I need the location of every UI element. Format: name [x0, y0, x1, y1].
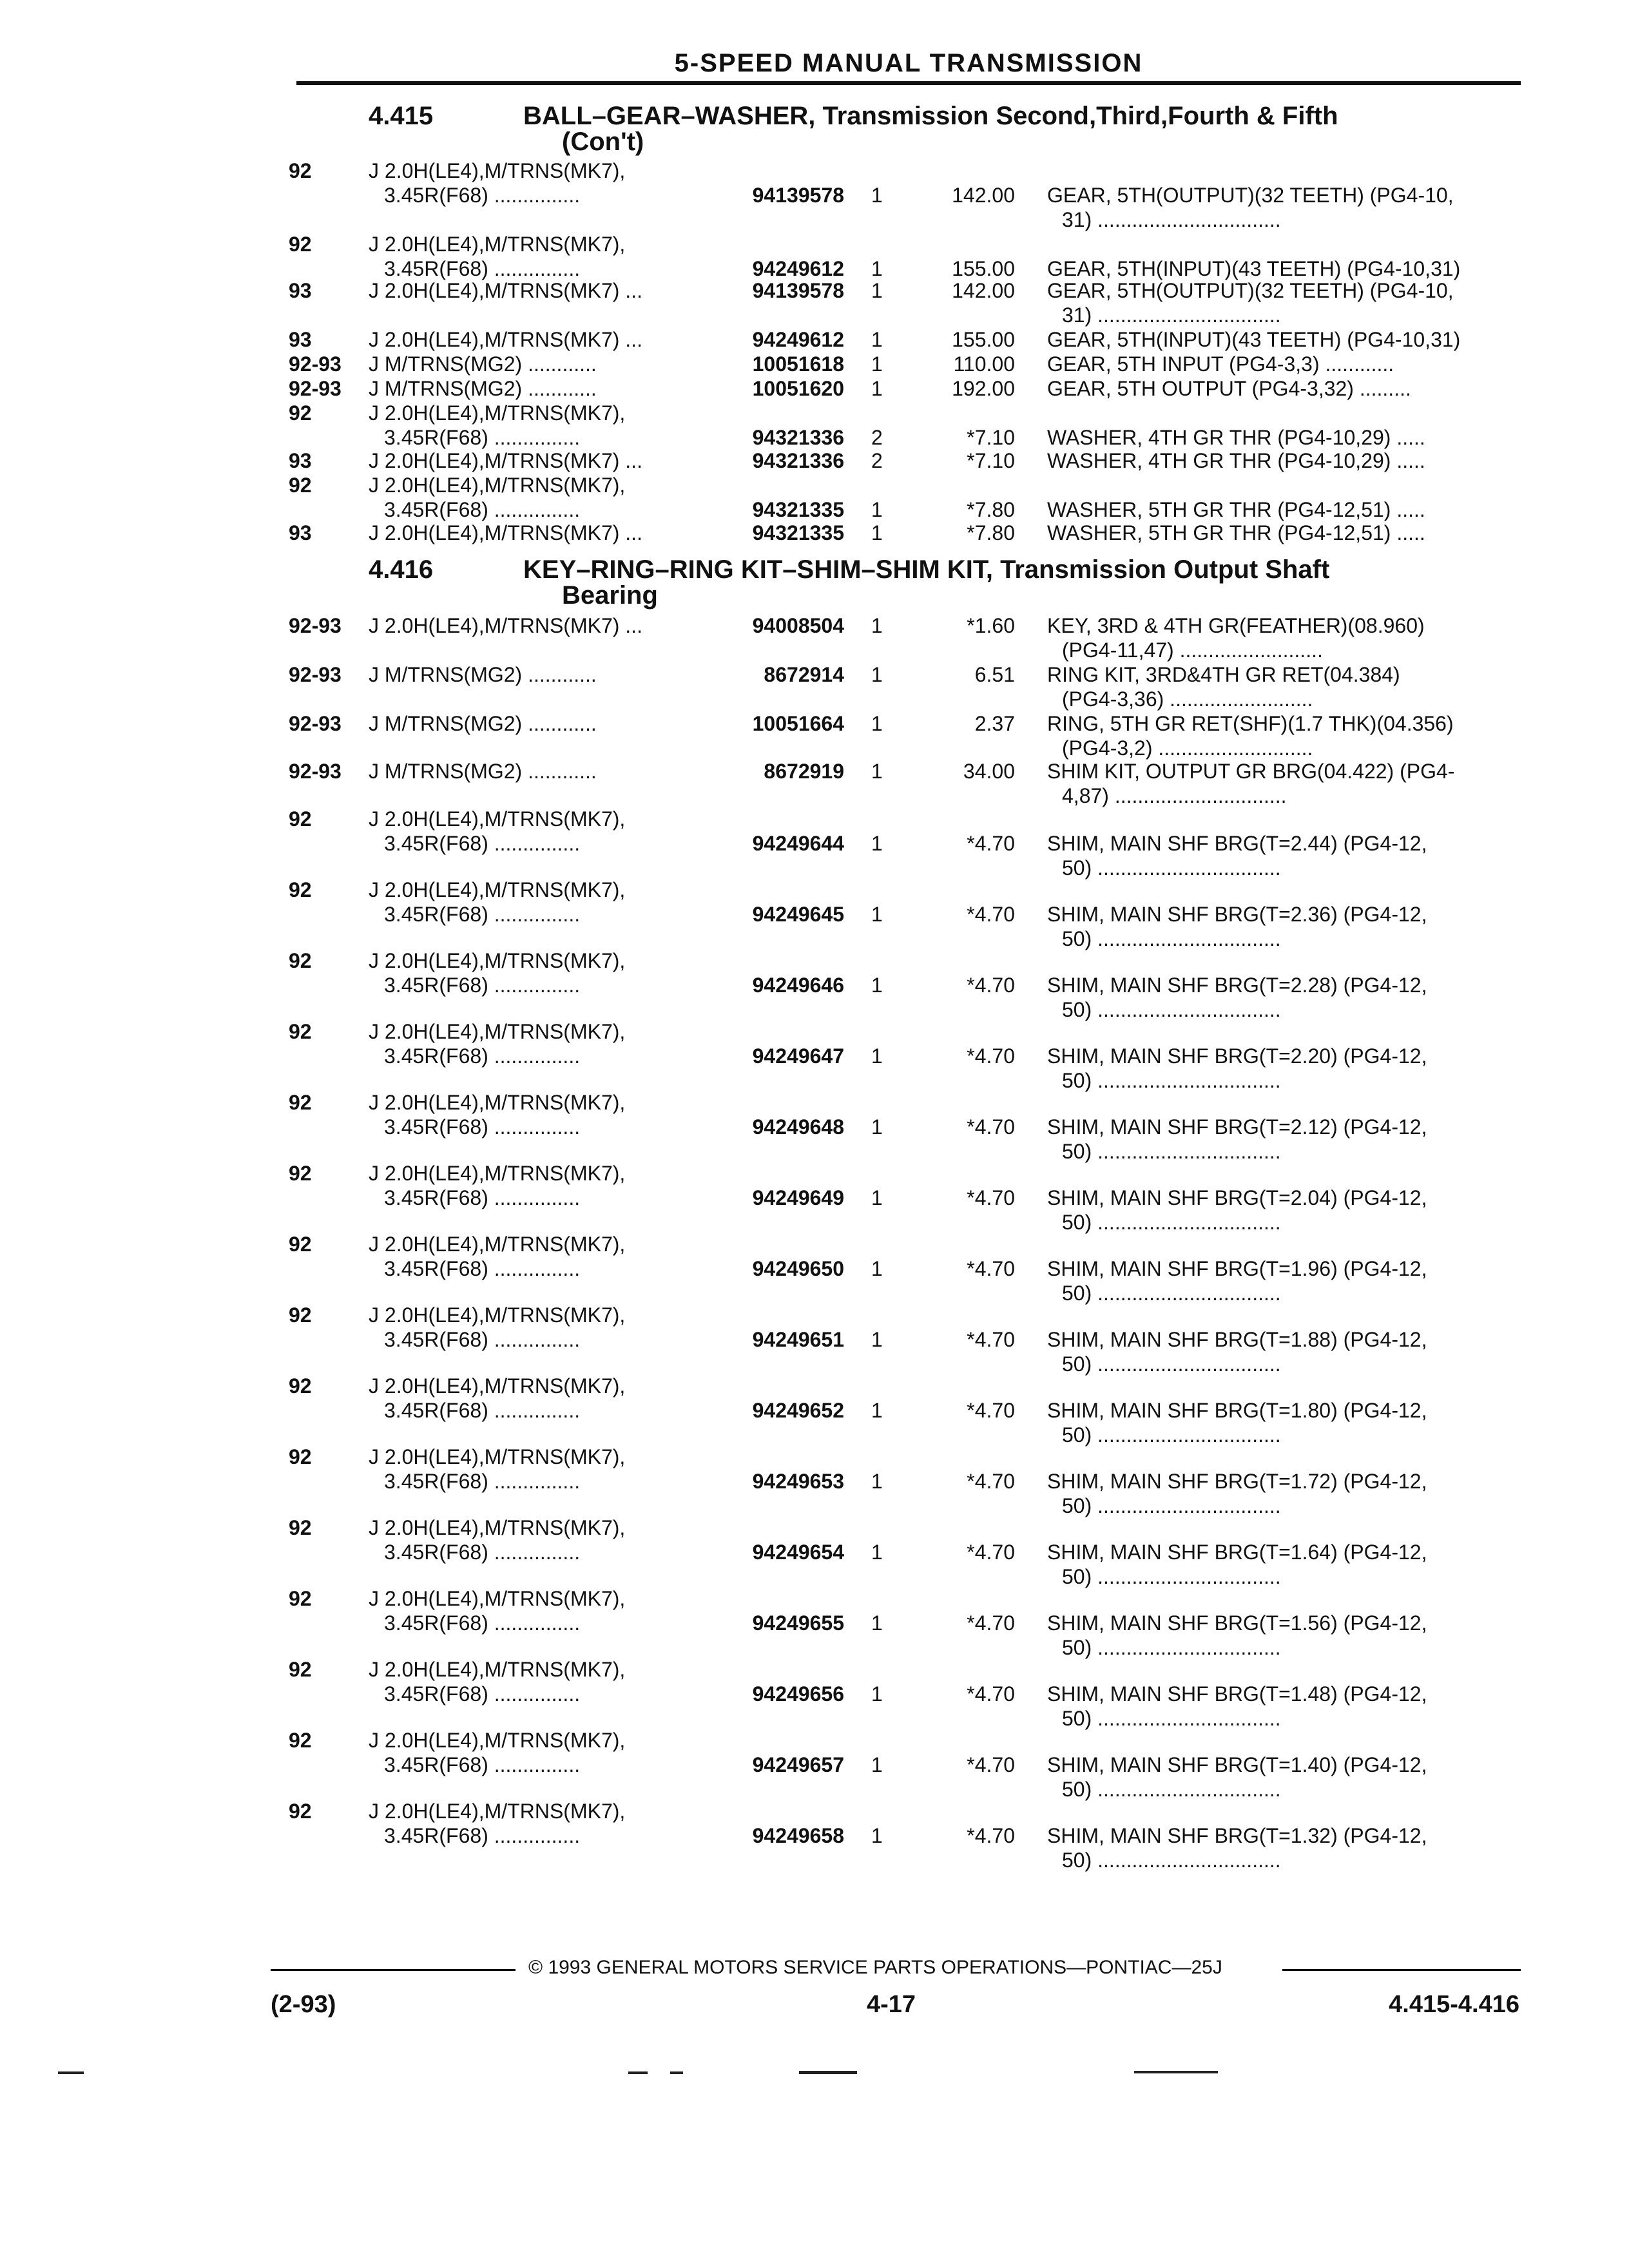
- part-description: SHIM, MAIN SHF BRG(T=2.04) (PG4-12,: [1047, 1186, 1427, 1209]
- price: 34.00: [963, 760, 1015, 783]
- quantity: 1: [871, 1044, 883, 1068]
- quantity: 1: [871, 760, 883, 783]
- part-number: 94249612: [752, 257, 844, 280]
- model-year: 92: [289, 1162, 312, 1185]
- footer-date: (2-93): [271, 1991, 336, 2018]
- part-description-continued: (PG4-11,47) .........................: [1062, 639, 1323, 662]
- model-year: 92: [289, 233, 312, 256]
- part-description-continued: 50) ................................: [1062, 1849, 1281, 1872]
- footer-page-number: 4-17: [867, 1991, 916, 2018]
- model-year: 92: [289, 807, 312, 831]
- price: *1.60: [967, 614, 1015, 637]
- model-year: 92: [289, 949, 312, 972]
- price: *4.70: [967, 1399, 1015, 1422]
- part-description: SHIM, MAIN SHF BRG(T=2.20) (PG4-12,: [1047, 1044, 1427, 1068]
- application: J 2.0H(LE4),M/TRNS(MK7),: [369, 1162, 626, 1185]
- model-year: 92: [289, 1303, 312, 1327]
- price: 2.37: [974, 712, 1015, 735]
- model-year: 92: [289, 1658, 312, 1681]
- scan-mark: [1134, 2071, 1218, 2073]
- part-description: RING KIT, 3RD&4TH GR RET(04.384): [1047, 663, 1400, 686]
- part-description: GEAR, 5TH INPUT (PG4-3,3) ............: [1047, 352, 1394, 376]
- part-number: 94139578: [752, 279, 844, 302]
- quantity: 1: [871, 1257, 883, 1280]
- application: J M/TRNS(MG2) ............: [369, 760, 597, 783]
- part-description-continued: 50) ................................: [1062, 1636, 1281, 1659]
- application: J 2.0H(LE4),M/TRNS(MK7) ...: [369, 328, 642, 351]
- price: *4.70: [967, 1682, 1015, 1706]
- quantity: 1: [871, 1399, 883, 1422]
- part-description-continued: 31) ................................: [1062, 303, 1281, 327]
- quantity: 1: [871, 1115, 883, 1139]
- application: J M/TRNS(MG2) ............: [369, 377, 597, 400]
- price: *7.80: [967, 521, 1015, 544]
- part-description-continued: 50) ................................: [1062, 1494, 1281, 1517]
- model-year: 92: [289, 1374, 312, 1398]
- part-number: 94249657: [752, 1753, 844, 1776]
- application: J 2.0H(LE4),M/TRNS(MK7) ...: [369, 521, 642, 544]
- model-year: 92-93: [289, 712, 342, 735]
- price: 142.00: [952, 184, 1015, 207]
- application-continued: 3.45R(F68) ...............: [384, 1328, 581, 1351]
- part-number: 8672919: [764, 760, 844, 783]
- part-description: SHIM, MAIN SHF BRG(T=2.28) (PG4-12,: [1047, 974, 1427, 997]
- part-number: 94249645: [752, 903, 844, 926]
- part-number: 94321335: [752, 521, 844, 544]
- application: J 2.0H(LE4),M/TRNS(MK7),: [369, 1374, 626, 1398]
- part-description: GEAR, 5TH(INPUT)(43 TEETH) (PG4-10,31): [1047, 328, 1461, 351]
- part-description: WASHER, 4TH GR THR (PG4-10,29) .....: [1047, 449, 1425, 472]
- part-description: SHIM, MAIN SHF BRG(T=1.96) (PG4-12,: [1047, 1257, 1427, 1280]
- part-description-continued: (PG4-3,36) .........................: [1062, 687, 1313, 711]
- part-number: 10051664: [752, 712, 844, 735]
- application: J 2.0H(LE4),M/TRNS(MK7) ...: [369, 614, 642, 637]
- model-year: 92: [289, 1445, 312, 1468]
- part-description-continued: 50) ................................: [1062, 856, 1281, 879]
- model-year: 92: [289, 878, 312, 901]
- part-description-continued: 50) ................................: [1062, 1778, 1281, 1801]
- part-description-continued: 50) ................................: [1062, 1423, 1281, 1446]
- scan-mark: [670, 2071, 683, 2074]
- part-description: KEY, 3RD & 4TH GR(FEATHER)(08.960): [1047, 614, 1425, 637]
- scan-mark: [58, 2071, 84, 2074]
- price: *4.70: [967, 974, 1015, 997]
- model-year: 92: [289, 1091, 312, 1114]
- quantity: 2: [871, 449, 883, 472]
- part-number: 10051620: [752, 377, 844, 400]
- part-description: GEAR, 5TH(OUTPUT)(32 TEETH) (PG4-10,: [1047, 279, 1454, 302]
- application-continued: 3.45R(F68) ...............: [384, 1186, 581, 1209]
- application: J 2.0H(LE4),M/TRNS(MK7),: [369, 1233, 626, 1256]
- quantity: 1: [871, 279, 883, 302]
- part-number: 94249655: [752, 1611, 844, 1635]
- footer-copyright: © 1993 GENERAL MOTORS SERVICE PARTS OPERATIONS—PONTIAC—25J: [528, 1957, 1222, 1978]
- quantity: 1: [871, 663, 883, 686]
- price: 155.00: [952, 328, 1015, 351]
- part-description-continued: 50) ................................: [1062, 998, 1281, 1021]
- part-description-continued: 50) ................................: [1062, 1211, 1281, 1234]
- part-number: 94321336: [752, 449, 844, 472]
- part-description-continued: 50) ................................: [1062, 1565, 1281, 1588]
- quantity: 1: [871, 614, 883, 637]
- part-description-continued: 50) ................................: [1062, 1352, 1281, 1376]
- quantity: 1: [871, 1470, 883, 1493]
- part-description-continued: 50) ................................: [1062, 1140, 1281, 1163]
- part-description: SHIM, MAIN SHF BRG(T=1.80) (PG4-12,: [1047, 1399, 1427, 1422]
- quantity: 1: [871, 328, 883, 351]
- page-header-title: 5-SPEED MANUAL TRANSMISSION: [674, 49, 1143, 77]
- part-description: SHIM, MAIN SHF BRG(T=1.72) (PG4-12,: [1047, 1470, 1427, 1493]
- application: J 2.0H(LE4),M/TRNS(MK7),: [369, 1516, 626, 1539]
- footer-section-range: 4.415-4.416: [1389, 1991, 1519, 2018]
- part-description: SHIM, MAIN SHF BRG(T=1.64) (PG4-12,: [1047, 1541, 1427, 1564]
- part-description: SHIM, MAIN SHF BRG(T=1.56) (PG4-12,: [1047, 1611, 1427, 1635]
- section-subtitle: Bearing: [562, 581, 658, 610]
- model-year: 92: [289, 1020, 312, 1043]
- part-number: 94139578: [752, 184, 844, 207]
- price: 192.00: [952, 377, 1015, 400]
- price: 6.51: [974, 663, 1015, 686]
- part-number: 8672914: [764, 663, 844, 686]
- part-number: 94249654: [752, 1541, 844, 1564]
- model-year: 93: [289, 449, 312, 472]
- footer-rule-right: [1282, 1969, 1521, 1971]
- application-continued: 3.45R(F68) ...............: [384, 1115, 581, 1139]
- application-continued: 3.45R(F68) ...............: [384, 1611, 581, 1635]
- application: J 2.0H(LE4),M/TRNS(MK7),: [369, 1658, 626, 1681]
- price: *4.70: [967, 903, 1015, 926]
- price: *4.70: [967, 1115, 1015, 1139]
- application: J 2.0H(LE4),M/TRNS(MK7),: [369, 878, 626, 901]
- quantity: 1: [871, 1328, 883, 1351]
- quantity: 1: [871, 377, 883, 400]
- price: *4.70: [967, 832, 1015, 855]
- part-number: 94249650: [752, 1257, 844, 1280]
- part-description: GEAR, 5TH(INPUT)(43 TEETH) (PG4-10,31): [1047, 257, 1461, 280]
- application-continued: 3.45R(F68) ...............: [384, 184, 581, 207]
- part-number: 94249644: [752, 832, 844, 855]
- application-continued: 3.45R(F68) ...............: [384, 1682, 581, 1706]
- application-continued: 3.45R(F68) ...............: [384, 903, 581, 926]
- part-description-continued: 50) ................................: [1062, 1707, 1281, 1730]
- part-number: 94249658: [752, 1824, 844, 1847]
- quantity: 1: [871, 521, 883, 544]
- model-year: 92: [289, 1729, 312, 1752]
- part-description: GEAR, 5TH OUTPUT (PG4-3,32) .........: [1047, 377, 1411, 400]
- price: *7.80: [967, 498, 1015, 521]
- footer-rule-left: [271, 1969, 516, 1971]
- quantity: 1: [871, 1541, 883, 1564]
- price: *4.70: [967, 1257, 1015, 1280]
- part-description-continued: 50) ................................: [1062, 1069, 1281, 1092]
- price: *4.70: [967, 1824, 1015, 1847]
- part-description-continued: 50) ................................: [1062, 927, 1281, 950]
- section-number: 4.416: [369, 555, 434, 584]
- quantity: 1: [871, 974, 883, 997]
- part-number: 10051618: [752, 352, 844, 376]
- part-number: 94249651: [752, 1328, 844, 1351]
- price: *4.70: [967, 1044, 1015, 1068]
- part-description: SHIM, MAIN SHF BRG(T=1.48) (PG4-12,: [1047, 1682, 1427, 1706]
- part-number: 94249652: [752, 1399, 844, 1422]
- application: J 2.0H(LE4),M/TRNS(MK7),: [369, 1445, 626, 1468]
- model-year: 92-93: [289, 614, 342, 637]
- application: J 2.0H(LE4),M/TRNS(MK7),: [369, 1020, 626, 1043]
- model-year: 93: [289, 279, 312, 302]
- price: *4.70: [967, 1541, 1015, 1564]
- model-year: 92: [289, 1516, 312, 1539]
- application: J 2.0H(LE4),M/TRNS(MK7),: [369, 1091, 626, 1114]
- part-description: WASHER, 5TH GR THR (PG4-12,51) .....: [1047, 498, 1425, 521]
- part-description-continued: 31) ................................: [1062, 208, 1281, 231]
- application: J 2.0H(LE4),M/TRNS(MK7) ...: [369, 279, 642, 302]
- quantity: 1: [871, 1753, 883, 1776]
- application-continued: 3.45R(F68) ...............: [384, 1399, 581, 1422]
- model-year: 92: [289, 1800, 312, 1823]
- application: J 2.0H(LE4),M/TRNS(MK7),: [369, 1303, 626, 1327]
- application-continued: 3.45R(F68) ...............: [384, 1257, 581, 1280]
- part-number: 94249646: [752, 974, 844, 997]
- section-subtitle: (Con't): [562, 128, 644, 156]
- part-number: 94321335: [752, 498, 844, 521]
- model-year: 93: [289, 328, 312, 351]
- application: J 2.0H(LE4),M/TRNS(MK7),: [369, 159, 626, 182]
- model-year: 92-93: [289, 663, 342, 686]
- part-description: SHIM KIT, OUTPUT GR BRG(04.422) (PG4-: [1047, 760, 1455, 783]
- part-number: 94249647: [752, 1044, 844, 1068]
- quantity: 1: [871, 498, 883, 521]
- application: J 2.0H(LE4),M/TRNS(MK7),: [369, 474, 626, 497]
- model-year: 93: [289, 521, 312, 544]
- part-description-continued: 50) ................................: [1062, 1282, 1281, 1305]
- application: J 2.0H(LE4),M/TRNS(MK7),: [369, 1729, 626, 1752]
- scan-mark: [628, 2071, 648, 2074]
- part-number: 94249653: [752, 1470, 844, 1493]
- quantity: 1: [871, 352, 883, 376]
- part-number: 94249648: [752, 1115, 844, 1139]
- quantity: 1: [871, 712, 883, 735]
- model-year: 92-93: [289, 377, 342, 400]
- part-number: 94249656: [752, 1682, 844, 1706]
- quantity: 1: [871, 257, 883, 280]
- price: *4.70: [967, 1753, 1015, 1776]
- application: J 2.0H(LE4),M/TRNS(MK7),: [369, 233, 626, 256]
- price: *7.10: [967, 426, 1015, 449]
- part-description: SHIM, MAIN SHF BRG(T=1.40) (PG4-12,: [1047, 1753, 1427, 1776]
- model-year: 92: [289, 474, 312, 497]
- price: *4.70: [967, 1611, 1015, 1635]
- model-year: 92: [289, 1587, 312, 1610]
- application-continued: 3.45R(F68) ...............: [384, 1824, 581, 1847]
- section-number: 4.415: [369, 102, 434, 130]
- application: J M/TRNS(MG2) ............: [369, 352, 597, 376]
- quantity: 1: [871, 832, 883, 855]
- application: J 2.0H(LE4),M/TRNS(MK7),: [369, 949, 626, 972]
- price: *7.10: [967, 449, 1015, 472]
- application: J 2.0H(LE4),M/TRNS(MK7),: [369, 1800, 626, 1823]
- part-description: WASHER, 5TH GR THR (PG4-12,51) .....: [1047, 521, 1425, 544]
- scan-mark: [799, 2071, 857, 2074]
- application-continued: 3.45R(F68) ...............: [384, 1044, 581, 1068]
- model-year: 92-93: [289, 352, 342, 376]
- application-continued: 3.45R(F68) ...............: [384, 1470, 581, 1493]
- price: 142.00: [952, 279, 1015, 302]
- quantity: 1: [871, 903, 883, 926]
- application: J 2.0H(LE4),M/TRNS(MK7) ...: [369, 449, 642, 472]
- part-description: RING, 5TH GR RET(SHF)(1.7 THK)(04.356): [1047, 712, 1454, 735]
- price: *4.70: [967, 1186, 1015, 1209]
- quantity: 2: [871, 426, 883, 449]
- part-description-continued: 4,87) ..............................: [1062, 784, 1287, 807]
- part-number: 94321336: [752, 426, 844, 449]
- quantity: 1: [871, 1611, 883, 1635]
- part-number: 94249649: [752, 1186, 844, 1209]
- application: J 2.0H(LE4),M/TRNS(MK7),: [369, 401, 626, 425]
- application: J 2.0H(LE4),M/TRNS(MK7),: [369, 1587, 626, 1610]
- part-number: 94008504: [752, 614, 844, 637]
- application-continued: 3.45R(F68) ...............: [384, 498, 581, 521]
- part-description: SHIM, MAIN SHF BRG(T=2.36) (PG4-12,: [1047, 903, 1427, 926]
- part-description: SHIM, MAIN SHF BRG(T=2.44) (PG4-12,: [1047, 832, 1427, 855]
- part-description: SHIM, MAIN SHF BRG(T=1.88) (PG4-12,: [1047, 1328, 1427, 1351]
- section-title: BALL–GEAR–WASHER, Transmission Second,Third,Fourth & Fifth: [523, 102, 1338, 130]
- quantity: 1: [871, 1682, 883, 1706]
- price: *4.70: [967, 1470, 1015, 1493]
- part-number: 94249612: [752, 328, 844, 351]
- price: *4.70: [967, 1328, 1015, 1351]
- part-description-continued: (PG4-3,2) ...........................: [1062, 736, 1313, 760]
- application-continued: 3.45R(F68) ...............: [384, 1753, 581, 1776]
- application: J M/TRNS(MG2) ............: [369, 712, 597, 735]
- application-continued: 3.45R(F68) ...............: [384, 426, 581, 449]
- model-year: 92: [289, 159, 312, 182]
- application: J 2.0H(LE4),M/TRNS(MK7),: [369, 807, 626, 831]
- quantity: 1: [871, 1186, 883, 1209]
- part-description: WASHER, 4TH GR THR (PG4-10,29) .....: [1047, 426, 1425, 449]
- header-rule: [296, 81, 1521, 85]
- part-description: SHIM, MAIN SHF BRG(T=2.12) (PG4-12,: [1047, 1115, 1427, 1139]
- quantity: 1: [871, 1824, 883, 1847]
- model-year: 92-93: [289, 760, 342, 783]
- part-description: SHIM, MAIN SHF BRG(T=1.32) (PG4-12,: [1047, 1824, 1427, 1847]
- application: J M/TRNS(MG2) ............: [369, 663, 597, 686]
- application-continued: 3.45R(F68) ...............: [384, 1541, 581, 1564]
- model-year: 92: [289, 401, 312, 425]
- model-year: 92: [289, 1233, 312, 1256]
- application-continued: 3.45R(F68) ...............: [384, 832, 581, 855]
- section-title: KEY–RING–RING KIT–SHIM–SHIM KIT, Transmission Output Shaft: [523, 555, 1330, 584]
- price: 110.00: [953, 352, 1015, 376]
- part-description: GEAR, 5TH(OUTPUT)(32 TEETH) (PG4-10,: [1047, 184, 1454, 207]
- price: 155.00: [952, 257, 1015, 280]
- application-continued: 3.45R(F68) ...............: [384, 257, 581, 280]
- application-continued: 3.45R(F68) ...............: [384, 974, 581, 997]
- quantity: 1: [871, 184, 883, 207]
